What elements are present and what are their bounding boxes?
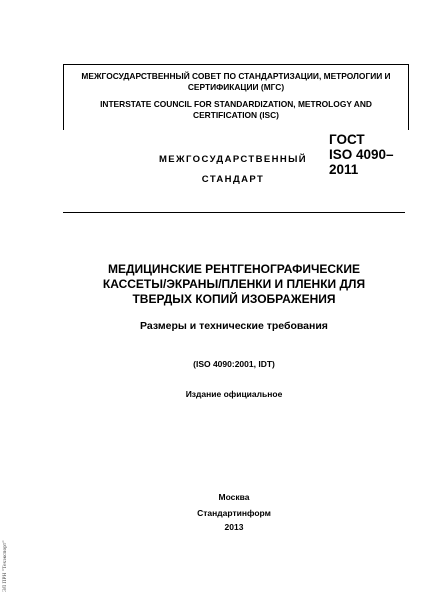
- council-name-en-line-1: INTERSTATE COUNCIL FOR STANDARDIZATION, METROLOGY AND: [100, 99, 372, 109]
- designation-line-3: 2011: [329, 162, 359, 177]
- document-title-line-3: ТВЕРДЫХ КОПИЙ ИЗОБРАЖЕНИЯ: [132, 292, 336, 306]
- publisher-name: Стандартинформ: [197, 508, 271, 518]
- council-name-ru-line-1: МЕЖГОСУДАРСТВЕННЫЙ СОВЕТ ПО СТАНДАРТИЗАЦИИ, МЕТРОЛОГИИ И: [81, 71, 391, 81]
- header-divider: [63, 212, 405, 213]
- side-watermark-text: ЭЛ ПРН "Техэкспорт": [2, 540, 8, 592]
- council-name-ru-line-2: СЕРТИФИКАЦИИ (МГС): [187, 81, 285, 92]
- standard-type-line-2: СТАНДАРТ: [201, 174, 265, 185]
- publication-year: 2013: [224, 522, 244, 532]
- edition-note: Издание официальное: [185, 389, 283, 399]
- standard-designation: [329, 132, 419, 177]
- iso-reference: (ISO 4090:2001, IDT): [193, 359, 275, 369]
- document-title-line-1: МЕДИЦИНСКИЕ РЕНТГЕНОГРАФИЧЕСКИЕ: [107, 262, 361, 276]
- council-name-en: [64, 99, 408, 120]
- council-name-en-line-2: CERTIFICATION (ISC): [193, 109, 279, 120]
- council-header-box: [63, 64, 409, 130]
- publisher-city: Москва: [218, 492, 250, 502]
- document-title-line-2: КАССЕТЫ/ЭКРАНЫ/ПЛЕНКИ И ПЛЕНКИ ДЛЯ: [102, 277, 366, 291]
- designation-line-1: ГОСТ: [329, 132, 365, 147]
- designation-line-2: ISO 4090–: [329, 147, 394, 162]
- standard-type-line-1: МЕЖГОСУДАРСТВЕННЫЙ: [158, 154, 308, 165]
- document-subtitle: Размеры и технические требования: [140, 320, 328, 332]
- council-name-ru: [64, 71, 408, 92]
